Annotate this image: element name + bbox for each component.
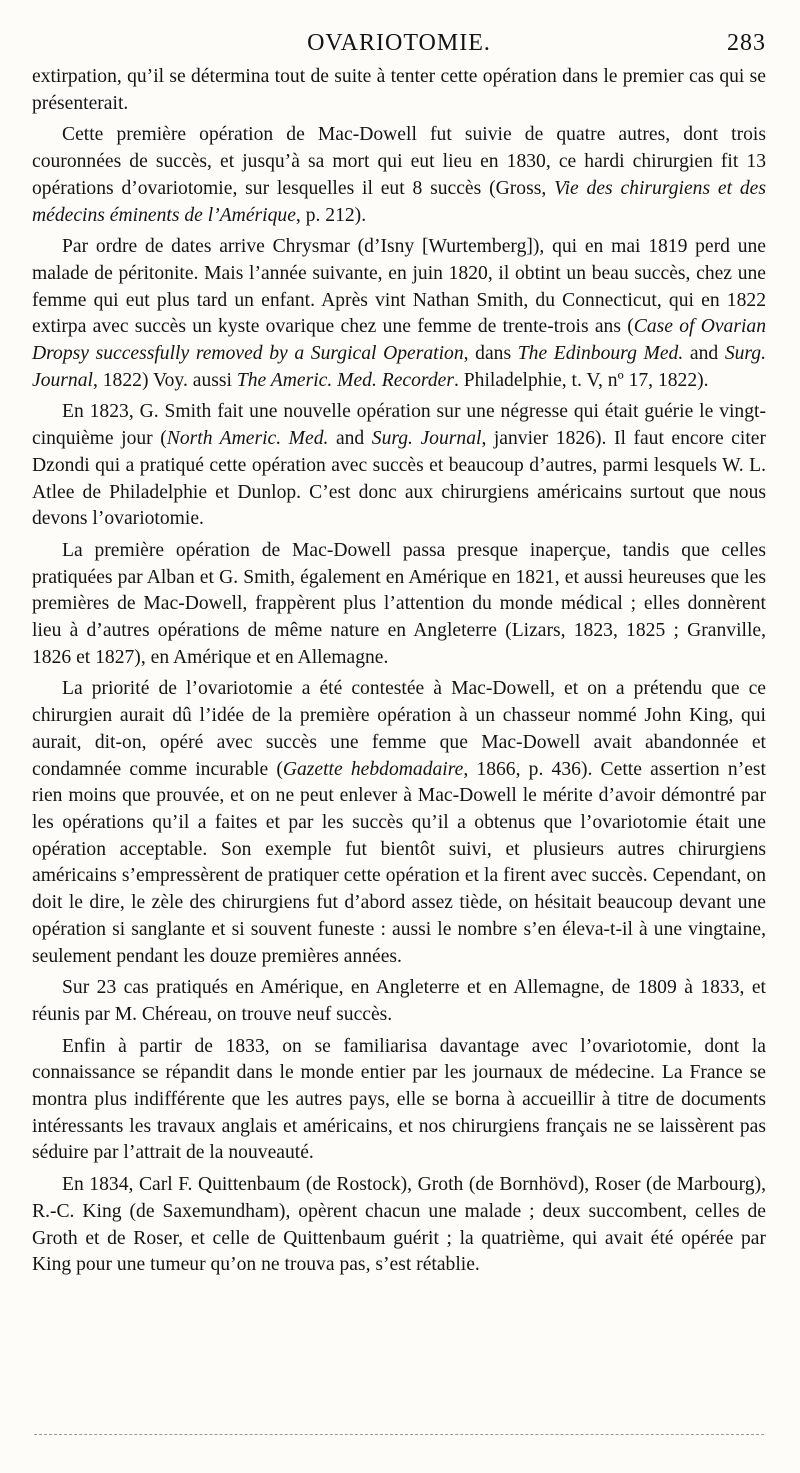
text-run: La priorité de l’ovariotomie a été contestée à Mac-Dowell, et on a prétendu que ce chirurgien aurait dû l’idée de la première opération à un chasseur nommé John King, qui aurait, dit-on, opéré avec succès une femme que Mac-Dowell avait abandonnée et condamnée comme incurable (: [32, 678, 766, 780]
paragraph: [32, 1034, 766, 1168]
paragraph: [32, 122, 766, 229]
italic-citation: The Americ. Med. Recorder: [236, 369, 454, 391]
text-run: , janvier 1826). Il faut encore citer Dzondi qui a pratiqué cette opération avec succès et beaucoup d’autres, parmi lesquels W. L. Atlee de Philadelphie et Dunlop. C’est donc aux chirurgiens américains surtout que nous devons l’ovariotomie.: [32, 428, 766, 530]
italic-citation: The Edinbourg Med.: [517, 343, 684, 365]
paragraph: [32, 538, 766, 672]
body-text: [32, 64, 766, 1279]
paragraph: [32, 64, 766, 117]
text-run: extirpation, qu’il se détermina tout de suite à tenter cette opération dans le premier cas qui se présenterait.: [32, 66, 766, 114]
page-header: [32, 28, 766, 64]
text-run: . Philadelphie, t. V, nº 17, 1822).: [453, 369, 709, 391]
text-run: Par ordre de dates arrive Chrysmar (d’Isny [Wurtemberg]), qui en mai 1819 perd une malade de péritonite. Mais l’année suivante, en juin 1820, il obtint un beau succès, chez une femme qui eut plus tard un enfant. Après vint Nathan Smith, du Connecticut, qui en 1822 extirpa avec succès un kyste ovarique chez une femme de trente-trois ans (: [32, 236, 766, 338]
paragraph: [32, 399, 766, 533]
running-title: OVARIOTOMIE.: [307, 30, 491, 56]
text-run: , dans: [463, 343, 518, 365]
text-run: and: [328, 428, 372, 450]
text-run: La première opération de Mac-Dowell passa presque inaperçue, tandis que celles pratiquées par Alban et G. Smith, également en Amérique en 1821, et aussi heureuses que les premières de Mac-Dowell, frappèrent plus l’attention du monde médical ; elles donnèrent lieu à d’autres opérations de même nature en Angleterre (Lizars, 1823, 1825 ; Granville, 1826 et 1827), en Amérique et en Allemagne.: [32, 539, 766, 668]
italic-citation: North Americ. Med.: [166, 428, 329, 450]
paragraph: [32, 975, 766, 1028]
italic-citation: Surg. Journal: [32, 343, 766, 391]
paragraph: [32, 1172, 766, 1279]
paragraph: [32, 234, 766, 394]
text-run: En 1834, Carl F. Quittenbaum (de Rostock), Groth (de Bornhövd), Roser (de Marbourg), R.-C. King (de Saxemundham), opèrent chacun une malade ; deux succombent, celles de Groth et de Roser, et celle de Quittenbaum guérit ; la quatrième, qui avait été opérée par King pour une tumeur qu’on ne trouva pas, s’est rétablie.: [32, 1174, 766, 1276]
text-run: and: [683, 343, 725, 365]
text-run: , 1866, p. 436). Cette assertion n’est rien moins que prouvée, et on ne peut enlever à Mac-Dowell le mérite d’avoir démontré par les opérations qu’il a faites et par les succès qu’il a obtenus que l’ovariotomie était une opération acceptable. Son exemple fut bientôt suivi, et plusieurs autres chirurgiens américains s’empressèrent de pratiquer cette opération et la firent avec succès. Cependant, on doit le dire, le zèle des chirurgiens fut d’abord assez tiède, on hésitait beaucoup devant une opération si sanglante et si souvent funeste : aussi le nombre s’en éleva-t-il à une vingtaine, seulement pendant les douze premières années.: [32, 758, 766, 967]
text-run: Enfin à partir de 1833, on se familiarisa davantage avec l’ovariotomie, dont la connaissance se répandit dans le monde entier par les journaux de médecine. La France se montra plus indifférente que les autres pays, elle se borna à accueillir à titre de documents intéressants les travaux anglais et américains, et nos chirurgiens français ne se laissèrent pas séduire par l’attrait de la nouveauté.: [32, 1035, 766, 1164]
text-run: Sur 23 cas pratiqués en Amérique, en Angleterre et en Allemagne, de 1809 à 1833, et réunis par M. Chéreau, on trouve neuf succès.: [32, 977, 766, 1025]
italic-citation: Vie des chirurgiens et des médecins éminents de l’Amérique: [32, 177, 767, 226]
italic-citation: Gazette hebdomadaire: [282, 758, 464, 780]
paragraph: [32, 676, 766, 970]
text-run: En 1823, G. Smith fait une nouvelle opération sur une négresse qui était guérie le vingt-cinquième jour (: [32, 401, 766, 450]
text-run: , p. 212).: [295, 204, 367, 226]
italic-citation: Surg. Journal: [371, 428, 482, 450]
italic-citation: Case of Ovarian Dropsy successfully removed by a Surgical Operation: [32, 316, 767, 365]
page-number: 283: [727, 30, 766, 56]
bottom-dotted-rule: [34, 1434, 764, 1435]
text-run: Cette première opération de Mac-Dowell fut suivie de quatre autres, dont trois couronnées de succès, et jusqu’à sa mort qui eut lieu en 1830, ce hardi chirurgien fit 13 opérations d’ovariotomie, sur lesquelles il eut 8 succès (Gross,: [32, 124, 766, 199]
text-run: , 1822) Voy. aussi: [92, 369, 237, 391]
